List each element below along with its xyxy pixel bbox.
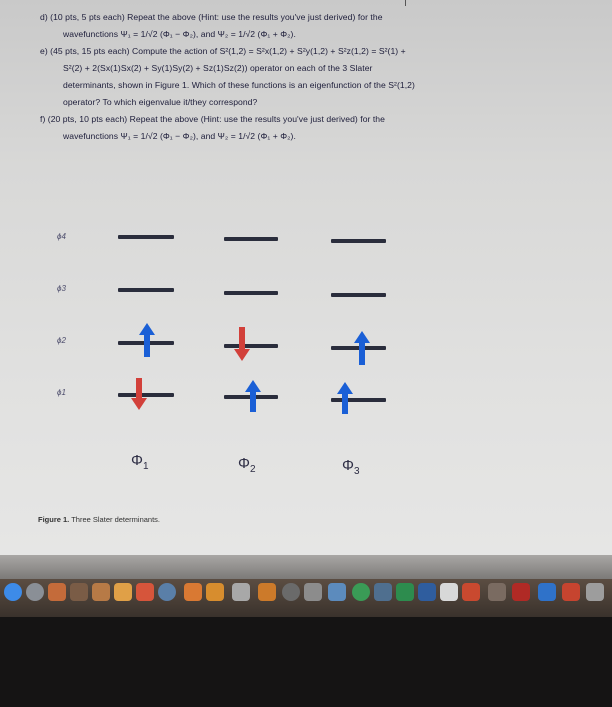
level-label-phi4: ϕ4	[57, 232, 66, 241]
problem-e-line3: determinants, shown in Figure 1. Which of these functions is an eigenfunction of the S²(1,2)	[63, 80, 415, 90]
problem-d-line1: d) (10 pts, 5 pts each) Repeat the above (Hint: use the results you've just derived) for the	[40, 12, 383, 22]
monitor-bezel	[0, 555, 612, 579]
problem-f-line2: wavefunctions Ψ₁ = 1/√2 (Φ₁ − Φ₂), and Ψ₂ = 1/√2 (Φ₁ + Φ₂).	[63, 131, 296, 141]
det3-label: $\Phi_3$	[342, 457, 360, 477]
det3-level-phi4	[331, 239, 386, 243]
det3-level-phi3	[331, 293, 386, 297]
folder-icon[interactable]	[258, 583, 276, 601]
word-icon[interactable]	[418, 583, 436, 601]
det1-level-phi4	[118, 235, 174, 239]
photos-icon[interactable]	[48, 583, 66, 601]
mail-icon[interactable]	[328, 583, 346, 601]
det2-level-phi3	[224, 291, 278, 295]
det1-level-phi3	[118, 288, 174, 292]
preview-icon[interactable]	[304, 583, 322, 601]
det3-phi2-spin-up-icon	[353, 330, 371, 366]
app-icon[interactable]	[488, 583, 506, 601]
messages-icon[interactable]	[70, 583, 88, 601]
figure-caption: Figure 1. Three Slater determinants.	[38, 515, 161, 524]
trash-icon[interactable]	[586, 583, 604, 601]
globe-icon[interactable]	[282, 583, 300, 601]
problem-e-line2: S²(2) + 2(Sx(1)Sx(2) + Sy(1)Sy(2) + Sz(1)Sz(2)) operator on each of the 3 Slater	[63, 63, 373, 73]
det2-label: $\Phi_2$	[238, 455, 256, 475]
problem-e-line4: operator? To which eigenvalue it/they correspond?	[63, 97, 258, 107]
acrobat-icon[interactable]	[512, 583, 530, 601]
chrome-icon[interactable]	[92, 583, 110, 601]
problem-e-line1: e) (45 pts, 15 pts each) Compute the action of S²(1,2) = S²x(1,2) + S²y(1,2) + S²z(1,2) = S²(1) +	[40, 46, 406, 56]
det2-phi2-spin-down-icon	[233, 326, 251, 362]
level-label-phi3: ϕ3	[57, 284, 66, 293]
problem-f-line1: f) (20 pts, 10 pts each) Repeat the above (Hint: use the results you've just derived) for the	[40, 114, 385, 124]
spotify-green-icon[interactable]	[352, 583, 370, 601]
det1-phi1-spin-down-icon	[130, 377, 148, 411]
spotify-icon[interactable]	[184, 583, 202, 601]
powerpoint-icon[interactable]	[462, 583, 480, 601]
problem-d-line2: wavefunctions Ψ₁ = 1/√2 (Φ₁ − Φ₂), and Ψ₂ = 1/√2 (Φ₁ + Φ₂).	[63, 29, 296, 39]
numbers-icon[interactable]	[232, 583, 250, 601]
det1-label: $\Phi_1$	[131, 452, 149, 472]
terminal-icon[interactable]	[374, 583, 392, 601]
notes-icon[interactable]	[136, 583, 154, 601]
launchpad-icon[interactable]	[26, 583, 44, 601]
level-label-phi2: ϕ2	[57, 336, 66, 345]
settings-icon[interactable]	[158, 583, 176, 601]
finder-icon[interactable]	[4, 583, 22, 601]
det2-level-phi4	[224, 237, 278, 241]
cursor-mark	[405, 0, 406, 6]
keynote-icon[interactable]	[206, 583, 224, 601]
level-label-phi1: ϕ1	[57, 388, 66, 397]
det3-phi1-spin-up-icon	[336, 381, 354, 415]
document-icon[interactable]	[440, 583, 458, 601]
appstore-icon[interactable]	[114, 583, 132, 601]
file-icon[interactable]	[562, 583, 580, 601]
desk-background	[0, 617, 612, 707]
downloads-folder-icon[interactable]	[538, 583, 556, 601]
det2-phi1-spin-up-icon	[244, 379, 262, 413]
excel-icon[interactable]	[396, 583, 414, 601]
det1-phi2-spin-up-icon	[138, 322, 156, 358]
